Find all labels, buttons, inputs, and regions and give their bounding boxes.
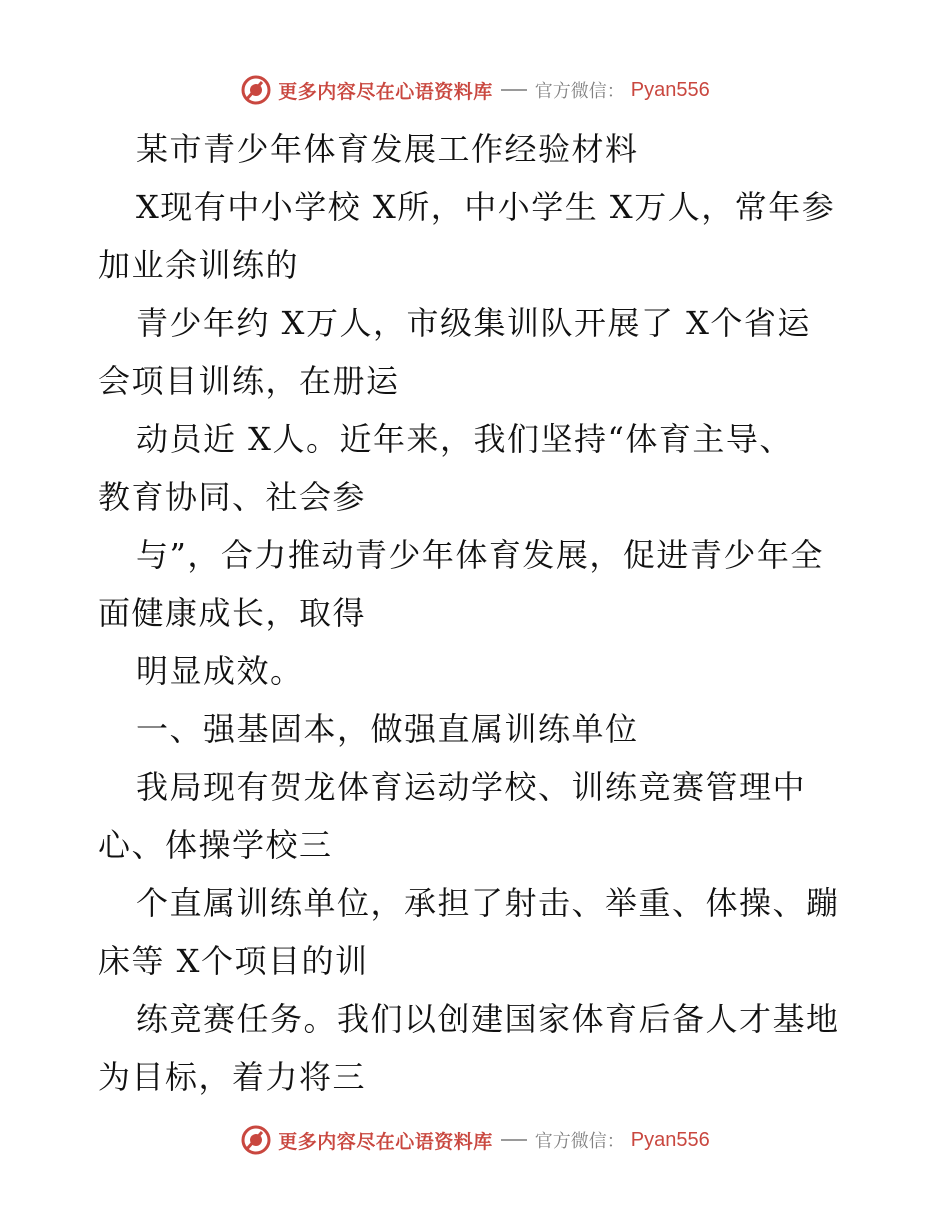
paragraph-line: 我局现有贺龙体育运动学校、训练竞赛管理中 bbox=[136, 768, 807, 806]
watermark-logo-icon bbox=[240, 1124, 272, 1156]
section-heading: 一、强基固本，做强直属训练单位 bbox=[136, 710, 639, 748]
paragraph-line: 与”，合力推动青少年体育发展，促进青少年全 bbox=[136, 536, 824, 574]
paragraph-line: 加业余训练的 bbox=[98, 246, 300, 284]
paragraph-line: 练竞赛任务。我们以创建国家体育后备人才基地 bbox=[136, 1000, 840, 1038]
header-watermark bbox=[0, 70, 950, 110]
paragraph-line: 面健康成长，取得 bbox=[98, 594, 367, 632]
watermark-wechat-id: Pyan556 bbox=[630, 78, 710, 101]
paragraph-line: 会项目训练，在册运 bbox=[98, 362, 400, 400]
watermark-group bbox=[240, 1124, 709, 1156]
paragraph-line: 心、体操学校三 bbox=[98, 826, 333, 864]
paragraph-line: 动员近 X人。近年来，我们坚持“体育主导、 bbox=[136, 420, 793, 458]
paragraph-line: X现有中小学校 X所，中小学生 X万人，常年参 bbox=[136, 188, 836, 226]
watermark-dash bbox=[501, 89, 527, 91]
document-title: 某市青少年体育发展工作经验材料 bbox=[136, 130, 639, 168]
paragraph-line: 明显成效。 bbox=[136, 652, 304, 690]
footer-watermark bbox=[0, 1120, 950, 1160]
watermark-site-text: 更多内容尽在心语资料库 bbox=[278, 1130, 493, 1153]
watermark-wechat-label: 官方微信： bbox=[534, 81, 625, 102]
watermark-wechat-label: 官方微信： bbox=[534, 1131, 625, 1152]
watermark-group bbox=[240, 74, 709, 106]
watermark-wechat-id: Pyan556 bbox=[630, 1128, 710, 1151]
paragraph-line: 为目标，着力将三 bbox=[98, 1058, 367, 1096]
paragraph-line: 个直属训练单位，承担了射击、举重、体操、蹦 bbox=[136, 884, 840, 922]
paragraph-line: 床等 X个项目的训 bbox=[98, 942, 369, 980]
paragraph-line: 青少年约 X万人，市级集训队开展了 X个省运 bbox=[136, 304, 811, 342]
watermark-logo-icon bbox=[240, 74, 272, 106]
watermark-site-text: 更多内容尽在心语资料库 bbox=[278, 80, 493, 103]
document-body bbox=[98, 120, 860, 1106]
watermark-dash bbox=[501, 1139, 527, 1141]
paragraph-line: 教育协同、社会参 bbox=[98, 478, 367, 516]
